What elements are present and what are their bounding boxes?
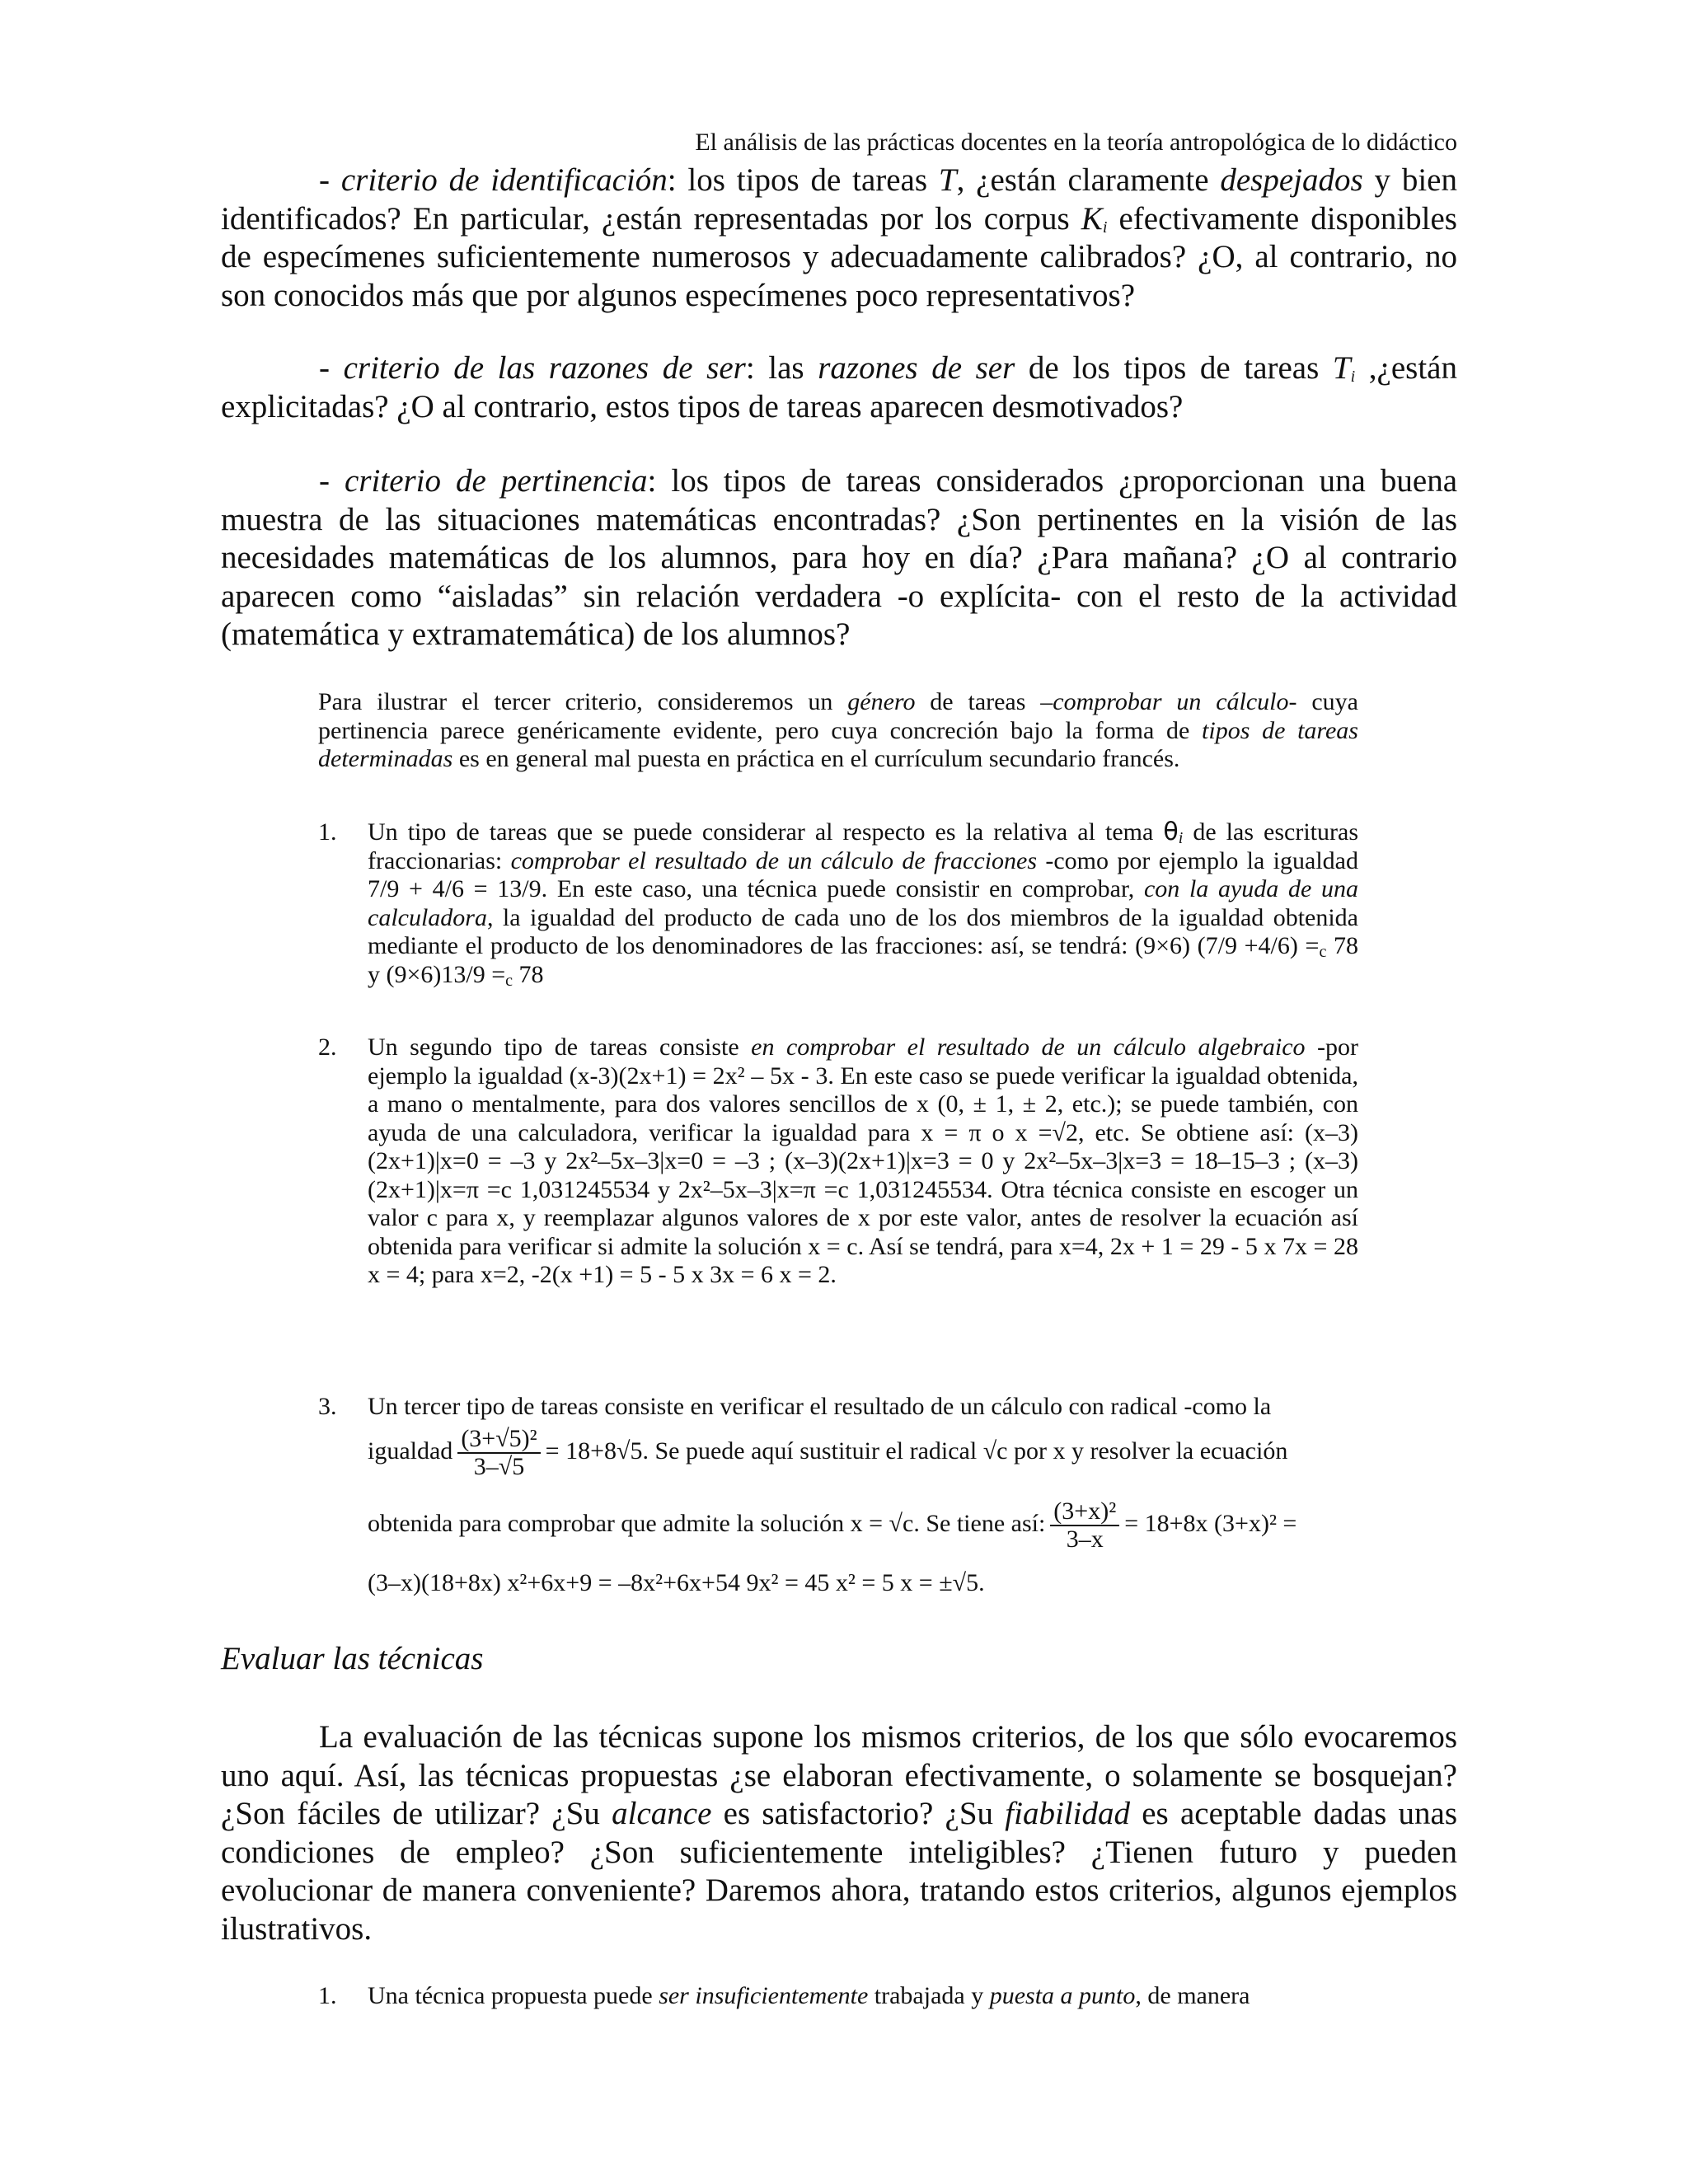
- paragraph-evaluacion-tecnicas: La evaluación de las técnicas supone los mismos criterios, de los que sólo evocaremos uno aquí. Así, las técnicas propuestas ¿se elaboran efectivamente, o solamente se bosquejan? ¿Son fáciles de utilizar? ¿Su alcance es satisfactorio? ¿Su fiabilidad es aceptable dadas unas condiciones de empleo? ¿Son suficientemente inteligibles? ¿Tienen futuro y pueden evolucionar de manera conveniente? Daremos ahora, tratando estos criterios, algunos ejemplos ilustrativos.: [221, 1719, 1457, 1947]
- fraction-radical: $\frac{\text{(3+√5)²}}{3-√5}$: [457, 1426, 540, 1480]
- list-item-tecnica-insuficiente: 1. Una técnica propuesta puede ser insuficientemente trabajada y puesta a punto, de manera: [318, 1982, 1250, 2009]
- term-criterio-razones: criterio de las razones de ser: [343, 350, 746, 386]
- list-item-2-algebraico: 2. Un segundo tipo de tareas consiste en comprobar el resultado de un cálculo algebraico -por ejemplo la igualdad (x-3)(2x+1) = 2x² – 5x - 3. En este caso se puede verificar la igualdad obtenida, a mano o mentalmente, para dos valores sencillos de x (0, ± 1, ± 2, etc.); se puede también, con ayuda de una calculadora, verificar la igualdad para x = π o x =√2, etc. Se obtiene así: (x–3)(2x+1)|x=0 = –3 y 2x²–5x–3|x=0 = –3 ; (x–3)(2x+1)|x=3 = 0 y 2x²–5x–3|x=3 = 18–15–3 ; (x–3)(2x+1)|x=π =c 1,031245534 y 2x²–5x–3|x=π =c 1,031245534. Otra técnica consiste en escoger un valor c para x, y reemplazar algunos valores de x por este valor, antes de resolver la ecuación así obtenida para verificar si admite la solución x = c. Así se tendrá, para x=4, 2x + 1 = 29 - 5 x 7x = 28 x = 4; para x=2, -2(x +1) = 5 - 5 x 3x = 6 x = 2.: [318, 1033, 1358, 1288]
- quote-tercer-criterio: Para ilustrar el tercer criterio, consideremos un género de tareas –comprobar un cálculo- cuya pertinencia parece genéricamente evidente, pero cuya concreción bajo la forma de tipos de tareas determinadas es en general mal puesta en práctica en el currículum secundario francés.: [318, 688, 1358, 772]
- term-criterio-identificacion: criterio de identificación: [340, 162, 668, 198]
- solution-line: obtenida para comprobar que admite la solución x = √c. Se tiene así: $\frac{\text{(3+x)²}}{3-x}$ = 18+8x (3+x)² =: [368, 1497, 1297, 1553]
- paragraph-criterio-identificacion: - criterio de identificación: los tipos de tareas T, ¿están claramente despejados y bien identificados? En particular, ¿están representadas por los corpus $K_i$ efectivamente disponibles de especímenes suficientemente numerosos y adecuadamente calibrados? ¿O, al contrario, no son conocidos más que por algunos especímenes poco representativos?: [221, 162, 1457, 313]
- fraction-x: $\frac{\text{(3+x)²}}{3-x}$: [1050, 1498, 1119, 1553]
- radical-equation-line: igualdad $\frac{\text{(3+√5)²}}{3-√5}$ = 18+8√5. Se puede aquí sustituir el radical √c por x y resolver la ecuación: [368, 1425, 1288, 1480]
- derivation-line: (3–x)(18+8x) x²+6x+9 = –8x²+6x+54 9x² = 45 x² = 5 x = ±√5.: [368, 1569, 985, 1596]
- term-criterio-pertinencia: criterio de pertinencia: [345, 463, 648, 499]
- section-title-evaluar-tecnicas: Evaluar las técnicas: [221, 1641, 484, 1676]
- paragraph-criterio-razones: - criterio de las razones de ser: las razones de ser de los tipos de tareas $T_i$ ,¿están explicitadas? ¿O al contrario, estos tipos de tareas aparecen desmotivados?: [221, 350, 1457, 424]
- list-item-3-radical: 3. Un tercer tipo de tareas consiste en verificar el resultado de un cálculo con radical -como la: [318, 1393, 1272, 1420]
- paragraph-criterio-pertinencia: - criterio de pertinencia: los tipos de tareas considerados ¿proporcionan una buena muestra de las situaciones matemáticas encontradas? ¿Son pertinentes en la visión de las necesidades matemáticas de los alumnos, para hoy en día? ¿Para mañana? ¿O al contrario aparecen como “aisladas” sin relación verdadera -o explícita- con el resto de la actividad (matemática y extramatemática) de los alumnos?: [221, 463, 1458, 652]
- running-header: El análisis de las prácticas docentes en la teoría antropológica de lo didáctico: [695, 129, 1457, 156]
- list-item-1-fracciones: 1. Un tipo de tareas que se puede considerar al respecto es la relativa al tema $\theta_i$ de las escrituras fraccionarias: comprobar el resultado de un cálculo de fracciones -como por ejemplo la igualdad 7/9 + 4/6 = 13/9. En este caso, una técnica puede consistir en comprobar, con la ayuda de una calculadora, la igualdad del producto de cada uno de los dos miembros de la igualdad obtenida mediante el producto de los denominadores de las fracciones: así, se tendrá: (9×6) $(7/9 +4/6) =_c$ 78 y $(9\times 6)13/9 =_c$ 78: [318, 818, 1359, 990]
